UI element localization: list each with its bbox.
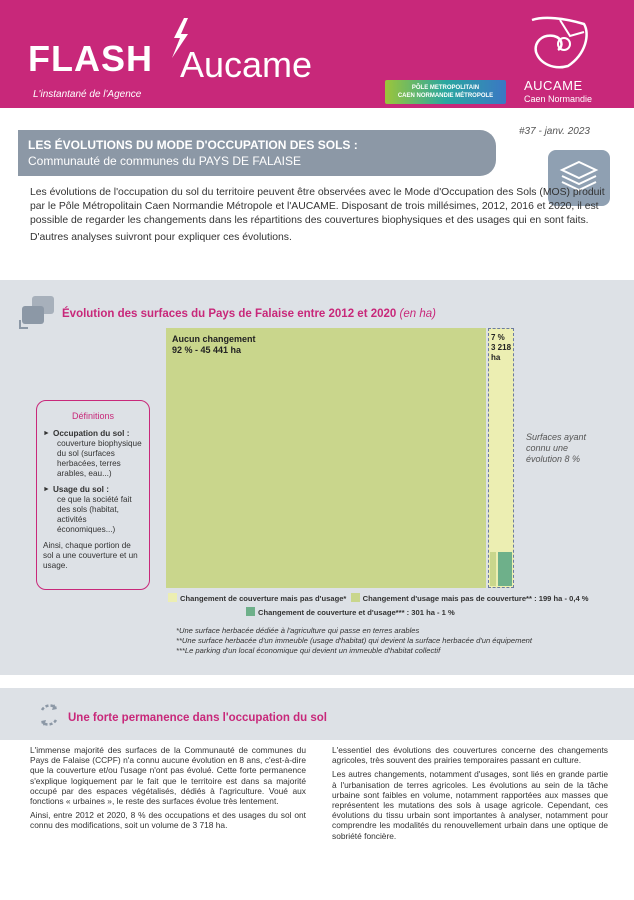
treemap-no-change-label — [172, 334, 256, 356]
flash-title: FLASH — [28, 38, 153, 79]
chart-footnotes — [176, 626, 532, 656]
intro-paragraph: D'autres analyses suivront pour expliquer ces évolutions. — [30, 232, 292, 243]
chart-section — [0, 280, 634, 675]
header-banner — [0, 0, 634, 108]
legend-item: Changement de couverture mais pas d'usage* — [180, 594, 347, 603]
footnote: ***Le parking d'un local économique qui devient un immeuble d'habitat collectif — [176, 646, 441, 655]
no-change-title: Aucun changement — [172, 334, 256, 344]
chart-unit: (en ha) — [399, 308, 436, 320]
pole-line1: PÔLE METROPOLITAIN — [411, 85, 480, 91]
definition-term: ► Usage du sol : — [53, 485, 109, 494]
pole-line2: CAEN NORMANDIE MÉTROPOLE — [397, 93, 494, 99]
evolution-label — [491, 333, 511, 363]
evolution-unit: ha — [491, 353, 501, 362]
treemap-cover-usage-change — [498, 552, 512, 586]
brand-subtitle: Caen Normandie — [524, 94, 593, 104]
definition-item — [43, 429, 143, 479]
paragraph: L'immense majorité des surfaces de la Communauté de communes du Pays de Falaise (CCPF) n'a connu aucune évolution en 8 ans, c'est-à-dire que la couverture et/ou l'usage n'ont pas évolué. Cette forte permanence s'explique logiquement par le fait que le territoire est dans sa majorité occupé par des espaces végétalisés, dédiés à l'agriculture. Voué aux fonctions « urbaines », le reste des surfaces évolue très lentement. — [30, 745, 306, 807]
text-column-right — [332, 745, 608, 845]
legend-swatch — [168, 593, 177, 602]
evolution-pct: 7 % — [491, 333, 505, 342]
title-line2: Communauté de communes du PAYS DE FALAISE — [28, 154, 302, 168]
paragraph: L'essentiel des évolutions des couvertures concerne des changements agricoles, très souvent des prairies temporaires passant en culture. — [332, 745, 608, 766]
refresh-cycle-icon — [36, 702, 62, 728]
legend-item: Changement de couverture et d'usage*** : 301 ha - 1 % — [258, 608, 455, 617]
definition-conclusion: Ainsi, chaque portion de sol a une couverture et un usage. — [43, 541, 138, 570]
aucame-title: Aucame — [180, 44, 313, 85]
section2-title: Une forte permanence dans l'occupation du sol — [68, 712, 327, 724]
no-change-value: 92 % - 45 441 ha — [172, 345, 242, 355]
intro-text — [30, 186, 608, 248]
chart-title-text: Évolution des surfaces du Pays de Falaise entre 2012 et 2020 — [62, 308, 397, 320]
definition-text: couverture biophysique du sol (surfaces herbacées, terres arables, eau...) — [57, 439, 142, 478]
text-column-left — [30, 745, 306, 835]
paragraph: Les autres changements, notamment d'usages, sont liés en grande partie à l'urbanisation de terres agricoles. Les évolutions au sein de la tâche urbaine sont faibles en volume, notamment rapportées aux masses que représentent les mutations des sols à usage agricole. Cependant, ces évolutions du tissu urbain sont importantes à analyser, notamment pour comprendre les modalités du renouvellement urbain dans une optique de sobriété foncière. — [332, 769, 608, 841]
legend-swatch — [351, 593, 360, 602]
comparison-squares-icon — [18, 294, 58, 330]
brand-name: AUCAME — [524, 78, 583, 93]
intro-paragraph: Les évolutions de l'occupation du sol du territoire peuvent être observées avec le Mode d'Occupation des Sols (MOS) produit par le Pôle Métropolitain Caen Normandie Métropole et l'AUCAME. Disposant de trois millésimes, 2012, 2016 et 2020, il est possible de regarder les changements dans les répartitions des couvertures biophysiques et des usages qui en sont faits. — [30, 187, 605, 226]
paragraph: Ainsi, entre 2012 et 2020, 8 % des occupations et des usages du sol ont connu des modifications, soit un volume de 3 718 ha. — [30, 810, 306, 831]
chart-title — [62, 308, 436, 320]
evolution-ha: 3 218 — [491, 343, 512, 352]
definitions-heading: Définitions — [71, 411, 115, 421]
treemap-no-change — [166, 328, 486, 588]
treemap-evolution-column — [488, 328, 514, 588]
chart-legend — [168, 592, 608, 620]
issue-number: #37 - janv. 2023 — [519, 126, 590, 137]
evolution-note: Surfaces ayant connu une évolution 8 % — [526, 432, 587, 464]
treemap-usage-change — [490, 552, 496, 586]
pole-metropolitain-badge — [385, 80, 506, 104]
legend-swatch — [246, 607, 255, 616]
footnote: *Une surface herbacée dédiée à l'agriculture qui passe en terres arables — [176, 626, 420, 635]
aucame-logo-icon — [524, 14, 600, 74]
definition-text: ce que la société fait des sols (habitat, activités économiques...) — [57, 495, 132, 534]
legend-row — [168, 606, 608, 620]
section2-header — [0, 688, 634, 740]
tagline: L'instantané de l'Agence — [33, 89, 142, 100]
legend-row — [168, 592, 608, 606]
definition-item — [43, 485, 143, 535]
page-title — [18, 130, 496, 176]
title-line1: LES ÉVOLUTIONS DU MODE D'OCCUPATION DES SOLS : — [28, 138, 358, 152]
definition-term: ► Occupation du sol : — [53, 429, 130, 438]
footnote: **Une surface herbacée d'un immeuble (usage d'habitat) qui devient la surface herbacée d'un équipement — [176, 636, 532, 645]
definitions-box — [36, 400, 150, 590]
legend-item: Changement d'usage mais pas de couverture** : 199 ha - 0,4 % — [362, 594, 589, 603]
